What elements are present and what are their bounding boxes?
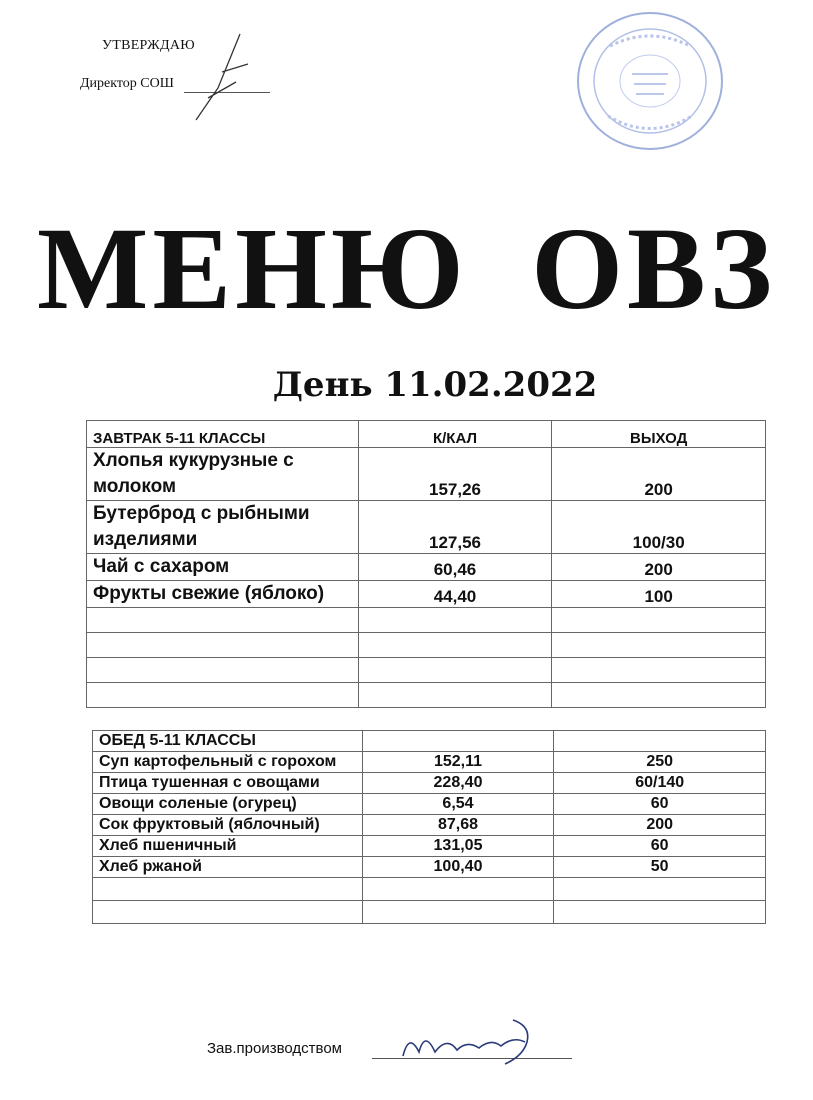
director-label: Директор СОШ <box>80 76 174 91</box>
table-row <box>87 581 766 608</box>
empty-row <box>87 683 766 708</box>
table-row <box>93 794 766 815</box>
dish-yield: 200 <box>552 554 766 581</box>
lunch-header-row <box>93 731 766 752</box>
breakfast-header-yield: ВЫХОД <box>552 421 766 448</box>
approval-block <box>78 34 278 114</box>
table-row <box>93 815 766 836</box>
table-row <box>87 501 766 554</box>
lunch-header-name: ОБЕД 5-11 КЛАССЫ <box>93 731 363 752</box>
lunch-table <box>92 730 766 924</box>
table-row <box>93 857 766 878</box>
dish-name: Хлеб ржаной <box>93 857 363 878</box>
empty-row <box>87 658 766 683</box>
dish-kcal: 127,56 <box>358 501 552 554</box>
dish-kcal: 60,46 <box>358 554 552 581</box>
table-row <box>93 836 766 857</box>
approve-label: УТВЕРЖДАЮ <box>102 38 195 53</box>
dish-name: Овощи соленые (огурец) <box>93 794 363 815</box>
round-stamp <box>570 6 730 156</box>
empty-row <box>93 878 766 901</box>
dish-kcal: 87,68 <box>362 815 554 836</box>
empty-row <box>93 901 766 924</box>
dish-name: Птица тушенная с овощами <box>93 773 363 794</box>
dish-yield: 60/140 <box>554 773 766 794</box>
menu-date: День 11.02.2022 <box>272 365 598 405</box>
dish-yield: 250 <box>554 752 766 773</box>
breakfast-header-row <box>87 421 766 448</box>
dish-yield: 60 <box>554 794 766 815</box>
director-signature <box>178 28 258 128</box>
dish-name: Суп картофельный с горохом <box>93 752 363 773</box>
production-manager-label: Зав.производством <box>207 1040 342 1057</box>
empty-row <box>87 633 766 658</box>
dish-yield: 100/30 <box>552 501 766 554</box>
table-row <box>87 554 766 581</box>
dish-name: Фрукты свежие (яблоко) <box>87 581 359 608</box>
breakfast-header-kcal: К/КАЛ <box>358 421 552 448</box>
table-row <box>93 752 766 773</box>
dish-kcal: 228,40 <box>362 773 554 794</box>
dish-kcal: 100,40 <box>362 857 554 878</box>
dish-name: Бутерброд с рыбными изделиями <box>87 501 359 554</box>
breakfast-table <box>86 420 766 708</box>
dish-kcal: 157,26 <box>358 448 552 501</box>
dish-yield: 200 <box>554 815 766 836</box>
dish-name: Хлопья кукурузные с молоком <box>87 448 359 501</box>
dish-name: Сок фруктовый (яблочный) <box>93 815 363 836</box>
dish-yield: 200 <box>552 448 766 501</box>
table-row <box>93 773 766 794</box>
manager-signature <box>395 1012 565 1072</box>
dish-kcal: 6,54 <box>362 794 554 815</box>
dish-kcal: 152,11 <box>362 752 554 773</box>
breakfast-header-name: ЗАВТРАК 5-11 КЛАССЫ <box>87 421 359 448</box>
dish-kcal: 44,40 <box>358 581 552 608</box>
dish-yield: 100 <box>552 581 766 608</box>
dish-name: Хлеб пшеничный <box>93 836 363 857</box>
empty-row <box>87 608 766 633</box>
dish-yield: 60 <box>554 836 766 857</box>
dish-yield: 50 <box>554 857 766 878</box>
dish-name: Чай с сахаром <box>87 554 359 581</box>
dish-kcal: 131,05 <box>362 836 554 857</box>
table-row <box>87 448 766 501</box>
page-title: МЕНЮ ОВЗ <box>36 203 776 334</box>
